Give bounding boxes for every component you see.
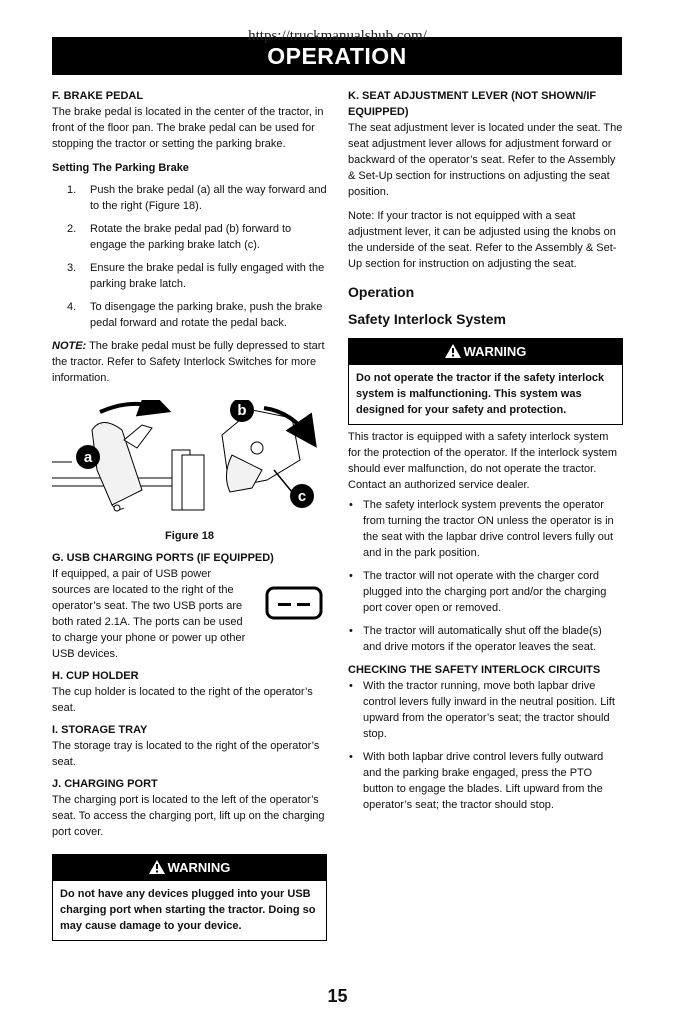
- safety-interlock-heading: Safety Interlock System: [348, 311, 506, 327]
- brake-pedal-figure: [52, 400, 327, 520]
- storage-tray-heading: I. STORAGE TRAY: [52, 724, 148, 736]
- warning-text: Do not operate the tractor if the safety interlock system is malfunctioning. This system was designed for your safety and protection.: [356, 372, 605, 416]
- step-number: 4.: [67, 301, 77, 313]
- list-item: • The tractor will automatically shut off the blade(s) and drive motors if the operator leaves the seat.: [348, 623, 623, 655]
- parking-brake-steps: [52, 182, 327, 331]
- callout-b: b: [237, 402, 247, 419]
- warning-triangle-icon: [149, 860, 165, 874]
- step-item: [52, 299, 327, 331]
- step-text: Rotate the brake pedal pad (b) forward to engage the parking brake latch (c).: [90, 223, 292, 251]
- watermark-url: https://truckmanualshub.com/: [248, 28, 427, 44]
- checking-bullets: [348, 678, 623, 813]
- note-label: NOTE:: [52, 340, 87, 352]
- step-number: 3.: [67, 262, 77, 274]
- usb-ports-text: If equipped, a pair of USB power sources are located to the right of the operator’s seat. The two USB ports are both rated 2.1A. The ports can be used to charge your phone or power up other USB devices.: [52, 568, 246, 660]
- step-number: 1.: [67, 184, 77, 196]
- list-item: • With both lapbar drive control levers fully outward and the parking brake engaged, press the PTO button to engage the blades. Lift upward from the operator’s seat; the tractor should stop.: [348, 749, 623, 813]
- callout-c: c: [297, 488, 307, 505]
- step-item: [52, 221, 327, 253]
- interlock-bullets: [348, 497, 623, 655]
- warning-header: [349, 339, 622, 365]
- figure-caption: Figure 18: [165, 530, 214, 542]
- checking-interlock-heading: CHECKING THE SAFETY INTERLOCK CIRCUITS: [348, 664, 601, 676]
- step-item: [52, 182, 327, 214]
- right-column: [348, 88, 623, 820]
- warning-title: WARNING: [463, 344, 527, 359]
- list-item: • The safety interlock system prevents the operator from turning the tractor ON unless the operator is in the seat with the lapbar drive control levers fully out and in the park position.: [348, 497, 623, 561]
- operation-heading: Operation: [348, 284, 415, 300]
- usb-warning-box: [52, 854, 327, 941]
- storage-tray-text: The storage tray is located to the right of the operator’s seat.: [52, 740, 320, 768]
- usb-section: [52, 566, 327, 662]
- usb-port-icon: [265, 586, 323, 620]
- left-column: [52, 88, 327, 941]
- cup-holder-heading: H. CUP HOLDER: [52, 670, 139, 682]
- charging-port-heading: J. CHARGING PORT: [52, 778, 158, 790]
- callout-a: a: [83, 449, 93, 466]
- cup-holder-text: The cup holder is located to the right of the operator’s seat.: [52, 686, 313, 714]
- seat-adjustment-heading: K. SEAT ADJUSTMENT LEVER (NOT SHOWN/IF EQUIPPED): [348, 90, 597, 118]
- brake-pedal-illustration: [52, 400, 327, 520]
- seat-adjustment-note: Note: If your tractor is not equipped with a seat adjustment lever, it can be adjusted using the knobs on the underside of the seat. Refer to the Assembly & Set-Up section for instruction on adjusting the seat.: [348, 210, 617, 270]
- charging-port-text: The charging port is located to the left of the operator’s seat. To access the charging port, lift up on the charging port cover.: [52, 794, 325, 838]
- interlock-warning-box: [348, 338, 623, 425]
- brake-pedal-heading: F. BRAKE PEDAL: [52, 90, 144, 102]
- warning-title: WARNING: [167, 860, 231, 875]
- step-number: 2.: [67, 223, 77, 235]
- warning-header: [53, 855, 326, 881]
- brake-note: [52, 338, 327, 386]
- list-item: • The tractor will not operate with the charger cord plugged into the charging port and/or the charging port cover open or removed.: [348, 568, 623, 616]
- step-text: To disengage the parking brake, push the brake pedal forward and rotate the pedal back.: [90, 301, 323, 329]
- warning-triangle-icon: [445, 344, 461, 358]
- brake-pedal-text: The brake pedal is located in the center of the tractor, in front of the floor pan. The brake pedal can be used for stopping the tractor or setting the parking brake.: [52, 106, 324, 150]
- usb-ports-heading: G. USB CHARGING PORTS (IF EQUIPPED): [52, 552, 274, 564]
- warning-text: Do not have any devices plugged into your USB charging port when starting the tractor. Doing so may cause damage to your device.: [60, 888, 316, 932]
- seat-adjustment-text: The seat adjustment lever is located under the seat. The seat adjustment lever allows for adjustment forward or backward of the operator’s seat. Refer to the Assembly & Set-Up section for instructions on adjusting the seat position.: [348, 122, 623, 198]
- interlock-text: This tractor is equipped with a safety interlock system for the protection of the operator. If the interlock system should ever malfunction, do not operate the tractor. Contact an authorized service dealer.: [348, 431, 618, 491]
- page-number: 15: [327, 986, 348, 1006]
- parking-brake-heading: Setting The Parking Brake: [52, 162, 189, 174]
- step-text: Ensure the brake pedal is fully engaged with the parking brake latch.: [90, 262, 325, 290]
- note-text: The brake pedal must be fully depressed to start the tractor. Refer to Safety Interlock Switches for more information.: [52, 340, 325, 384]
- step-item: [52, 260, 327, 292]
- step-text: Push the brake pedal (a) all the way forward and to the right (Figure 18).: [90, 184, 327, 212]
- page-title: OPERATION: [52, 37, 622, 75]
- list-item: • With the tractor running, move both lapbar drive control levers fully inward in the neutral position. Lift upward from the operator’s seat; the tractor should stop.: [348, 678, 623, 742]
